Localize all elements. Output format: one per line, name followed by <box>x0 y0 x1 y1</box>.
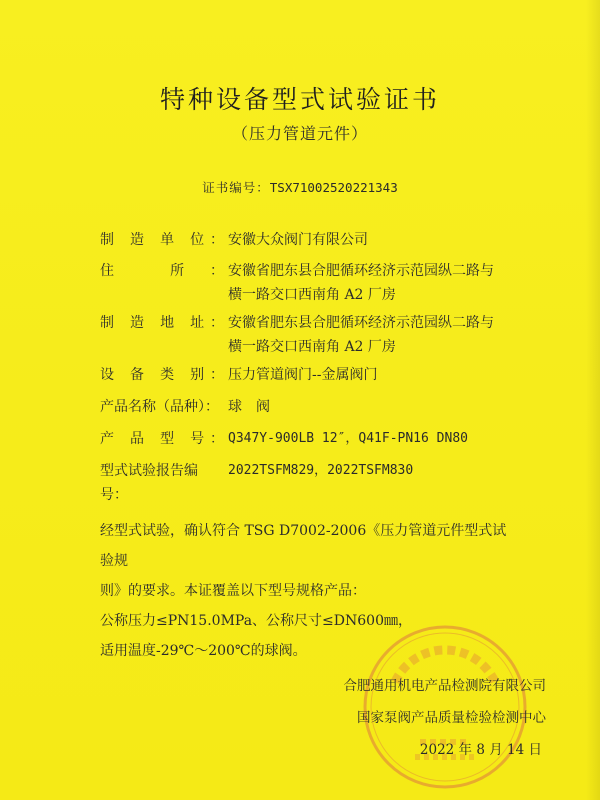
certificate-subtitle: （压力管道元件） <box>231 124 368 143</box>
field-label: 产品名称（品种）： <box>100 399 219 415</box>
field-manufacturer <box>100 228 368 252</box>
statement-line: 则》的要求。本证覆盖以下型号规格产品： <box>100 583 366 599</box>
field-test-report-number <box>100 459 414 507</box>
field-value-line1: 安徽省肥东县合肥循环经济示范园纵二路与 <box>228 263 494 279</box>
field-label: 住 所： <box>100 263 224 279</box>
field-value: Q347Y-900LB 12″，Q41F-PN16 DN80 <box>228 431 468 446</box>
field-label: 制 造 单 位： <box>100 232 224 248</box>
field-equipment-category <box>100 363 378 387</box>
field-value: 2022TSFM829，2022TSFM830 <box>228 463 414 478</box>
statement-line: 公称压力≤PN15.0MPa、公称尺寸≤DN600㎜， <box>100 613 412 629</box>
field-value-line2: 横一路交口西南角 A2 厂房 <box>228 339 396 355</box>
field-value: 压力管道阀门--金属阀门 <box>228 367 378 383</box>
field-value-line2: 横一路交口西南角 A2 厂房 <box>228 287 396 303</box>
issuer-organization-1: 合肥通用机电产品检测院有限公司 <box>343 678 546 694</box>
field-label: 产 品 型 号： <box>100 431 224 447</box>
issue-date: 2022 年 8 月 14 日 <box>419 742 542 758</box>
field-value: 球 阀 <box>228 399 270 415</box>
statement-line: 经型式试验，确认符合 TSG D7002-2006《压力管道元件型式试验规 <box>100 523 507 569</box>
field-value-line1: 安徽省肥东县合肥循环经济示范园纵二路与 <box>228 315 494 331</box>
certificate-title: 特种设备型式试验证书 <box>159 85 440 114</box>
page-edge-shadow <box>586 0 600 800</box>
issuer-organization-2: 国家泵阀产品质量检验检测中心 <box>357 710 546 726</box>
field-value: 安徽大众阀门有限公司 <box>228 232 368 248</box>
certificate-number-value: TSX71002520221343 <box>269 180 398 195</box>
certificate-number <box>0 178 600 196</box>
statement-line: 适用温度-29℃～200℃的球阀。 <box>100 643 307 659</box>
certificate-number-label: 证书编号： <box>202 180 270 195</box>
field-manufacturing-address <box>100 311 494 355</box>
field-label: 型式试验报告编号： <box>100 463 198 503</box>
field-product-name <box>100 395 270 419</box>
field-label: 制 造 地 址： <box>100 315 224 331</box>
field-label: 设 备 类 别： <box>100 367 224 383</box>
field-product-model <box>100 427 468 451</box>
field-address <box>100 259 494 303</box>
